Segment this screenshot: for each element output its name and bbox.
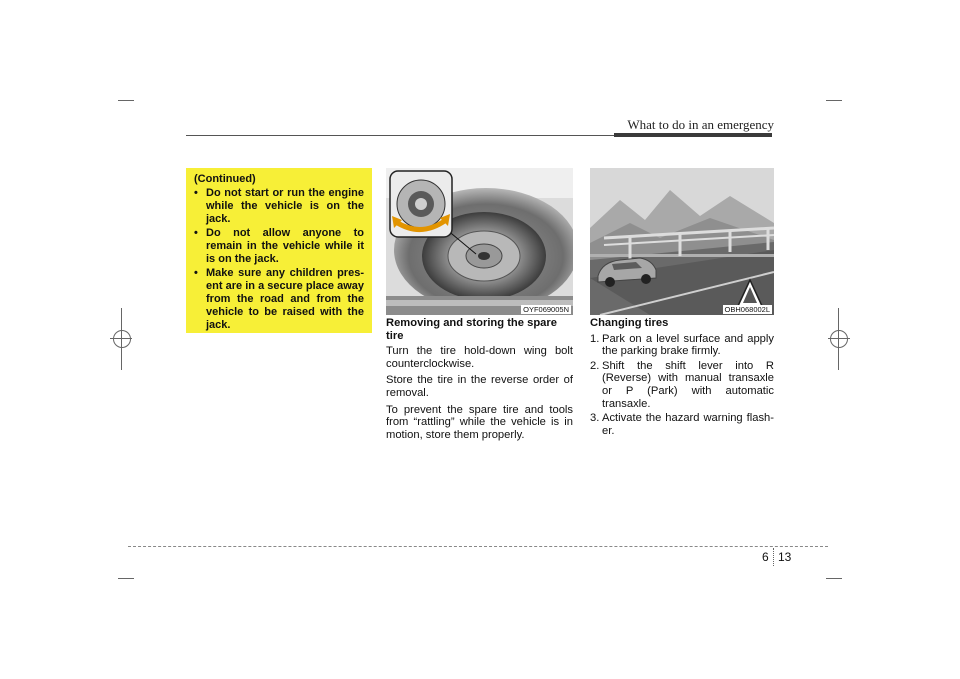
paragraph: Store the tire in the reverse order of removal. — [386, 374, 573, 399]
spare-tire-heading: Removing and storing the spare tire — [386, 317, 557, 342]
crop-mark-top-right-h — [826, 100, 842, 101]
spare-tire-illustration — [386, 168, 573, 315]
bullet-icon: • — [194, 187, 198, 199]
roadside-figure — [590, 168, 774, 315]
step-item: 3. Activate the hazard warning flash- er. — [590, 412, 774, 437]
warning-item: • Do not start or run the engine while the vehicle is on the jack. — [194, 187, 364, 225]
bullet-icon: • — [194, 227, 198, 239]
figure-code: OYF069005N — [523, 305, 569, 314]
warning-list — [194, 187, 364, 332]
bullet-icon: • — [194, 267, 198, 279]
header-bar — [614, 133, 772, 137]
changing-tires-section — [590, 317, 774, 439]
section-title: What to do in an emergency — [627, 117, 774, 132]
paragraph: To prevent the spare tire and tools from “rattling” while the vehicle is in motion, store them properly. — [386, 403, 573, 441]
figure-code: OBH068002L — [724, 305, 770, 314]
registration-circle-left — [113, 330, 131, 348]
crop-mark-bottom-right-h — [826, 578, 842, 579]
page-number-separator — [773, 548, 774, 566]
chapter-number: 6 — [762, 550, 769, 564]
continued-label: (Continued) — [194, 173, 256, 185]
step-item: 2. Shift the shift lever into R (Reverse) with manual transaxle or P (Park) with automatic transaxle. — [590, 359, 774, 410]
roadside-illustration — [590, 168, 774, 315]
warning-item: • Do not allow anyone to remain in the vehicle while it is on the jack. — [194, 227, 364, 265]
steps-list — [590, 333, 774, 438]
crop-mark-bottom-left-h — [118, 578, 134, 579]
page-number: 13 — [778, 550, 792, 564]
spare-tire-figure — [386, 168, 573, 315]
warning-item: • Make sure any children pres- ent are in a secure place away from the road and from the vehicle to be raised with the jack. — [194, 267, 364, 331]
changing-tires-heading: Changing tires — [590, 317, 669, 329]
crop-mark-top-left-h — [118, 100, 134, 101]
spare-tire-section — [386, 317, 573, 445]
paragraph: Turn the tire hold-down wing bolt counterclockwise. — [386, 345, 573, 370]
registration-circle-right — [830, 330, 848, 348]
footer-rule — [128, 546, 828, 547]
warning-box — [186, 168, 372, 333]
step-item: 1. Park on a level surface and apply the parking brake firmly. — [590, 332, 774, 358]
